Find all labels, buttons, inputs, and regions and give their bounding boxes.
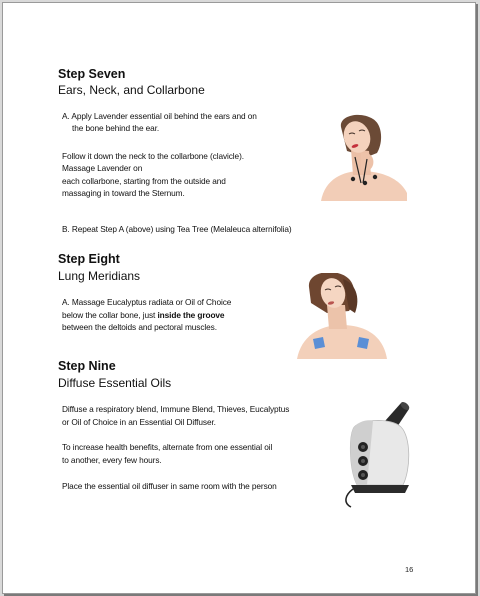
step-seven-a-line1: A. Apply Lavender essential oil behind the ears and on <box>62 111 257 121</box>
step-eight-title: Step Eight <box>58 252 120 266</box>
step-nine-p1-line1: Diffuse a respiratory blend, Immune Blend, Thieves, Eucalyptus <box>62 404 290 414</box>
step-nine-p2-line2: to another, every few hours. <box>62 455 162 465</box>
woman-neck-massage-image <box>317 113 407 201</box>
step-eight-line2-text: below the collar bone, just <box>62 310 158 320</box>
left-massage-marker <box>313 337 325 349</box>
step-eight-line3: between the deltoids and pectoral muscles. <box>62 322 217 332</box>
step-seven-follow-line4: massaging in toward the Sternum. <box>62 188 185 198</box>
step-eight-line2 <box>62 309 224 322</box>
step-seven-follow-line1: Follow it down the neck to the collarbone (clavicle). <box>62 151 244 161</box>
step-seven-b-line: B. Repeat Step A (above) using Tea Tree (Melaleuca alternifolia) <box>62 224 292 234</box>
step-seven-follow-line2: Massage Lavender on <box>62 163 143 173</box>
step-nine-p3-line1: Place the essential oil diffuser in same room with the person <box>62 481 277 491</box>
step-eight-line1: A. Massage Eucalyptus radiata or Oil of Choice <box>62 297 232 307</box>
right-massage-marker <box>357 337 369 349</box>
step-eight-line2-bold: inside the groove <box>157 310 225 320</box>
document-page <box>2 2 476 594</box>
step-nine-p1-line2: or Oil of Choice in an Essential Oil Diffuser. <box>62 417 216 427</box>
step-nine-subtitle: Diffuse Essential Oils <box>58 376 172 390</box>
diffuser-image <box>339 399 421 509</box>
step-seven-subtitle: Ears, Neck, and Collarbone <box>58 83 205 97</box>
step-eight-subtitle: Lung Meridians <box>58 269 141 283</box>
woman-collarbone-image <box>297 273 387 359</box>
step-seven-follow-line3: each collarbone, starting from the outside and <box>62 176 226 186</box>
page-number: 16 <box>405 565 414 574</box>
step-nine-title: Step Nine <box>58 359 116 373</box>
step-seven-a-line2: the bone behind the ear. <box>72 123 160 133</box>
step-seven-title: Step Seven <box>58 67 126 81</box>
step-nine-p2-line1: To increase health benefits, alternate from one essential oil <box>62 442 273 452</box>
